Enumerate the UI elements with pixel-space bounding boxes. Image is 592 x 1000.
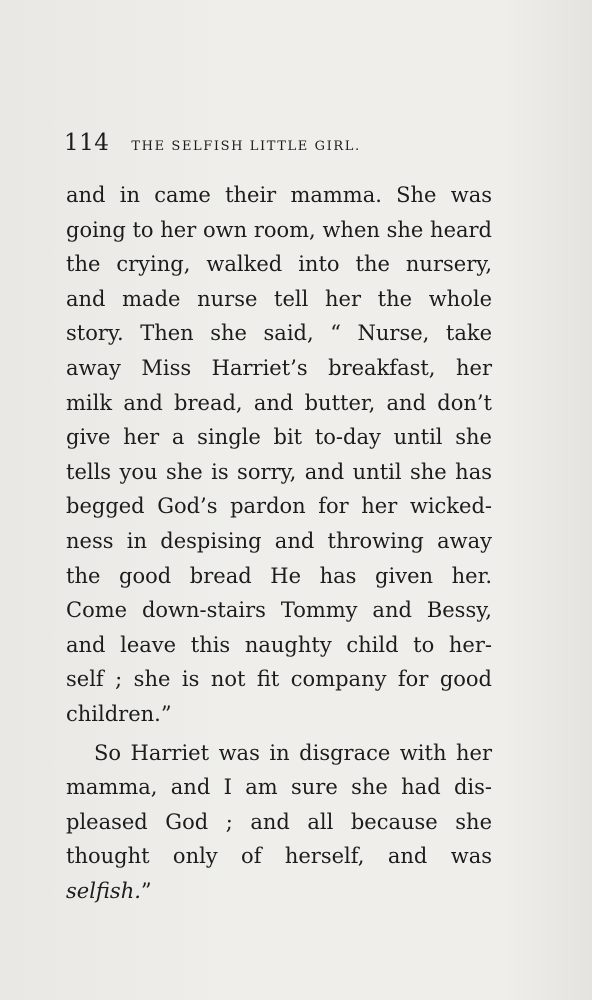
running-title: THE SELFISH LITTLE GIRL. bbox=[131, 139, 361, 154]
text-line: away Miss Harriet’s breakfast, her bbox=[66, 355, 492, 380]
text-line: mamma, and I am sure she had dis- bbox=[66, 775, 492, 800]
closing-quote: ” bbox=[140, 878, 152, 903]
body-text bbox=[66, 178, 492, 908]
text-line: give her a single bit to-day until she bbox=[66, 425, 492, 450]
running-head bbox=[64, 130, 504, 160]
text-line: going to her own room, when she heard bbox=[66, 217, 492, 242]
text-line: thought only of herself, and was bbox=[66, 844, 492, 869]
text-line: the good bread He has given her. bbox=[66, 563, 492, 588]
text-line: Come down-stairs Tommy and Bessy, bbox=[66, 598, 492, 623]
text-line: children.” bbox=[66, 701, 172, 726]
text-line: begged God’s pardon for her wicked- bbox=[66, 494, 492, 519]
text-line: self ; she is not fit company for good bbox=[66, 667, 492, 692]
text-line: tells you she is sorry, and until she has bbox=[66, 459, 492, 484]
text-line: and made nurse tell her the whole bbox=[66, 286, 492, 311]
text-line bbox=[66, 874, 492, 909]
italic-word: selfish. bbox=[66, 878, 141, 903]
text-line: milk and bread, and butter, and don’t bbox=[66, 390, 492, 415]
paragraph-1 bbox=[66, 178, 492, 732]
text-line: pleased God ; and all because she bbox=[66, 809, 492, 834]
text-line: and leave this naughty child to her- bbox=[66, 632, 492, 657]
text-line: So Harriet was in disgrace with her bbox=[94, 740, 492, 765]
paragraph-2 bbox=[66, 736, 492, 909]
text-line: the crying, walked into the nursery, bbox=[66, 252, 492, 277]
page-number: 114 bbox=[64, 130, 110, 156]
text-line: story. Then she said, “ Nurse, take bbox=[66, 321, 492, 346]
text-line: and in came their mamma. She was bbox=[66, 183, 492, 207]
text-line: ness in despising and throwing away bbox=[66, 528, 492, 553]
